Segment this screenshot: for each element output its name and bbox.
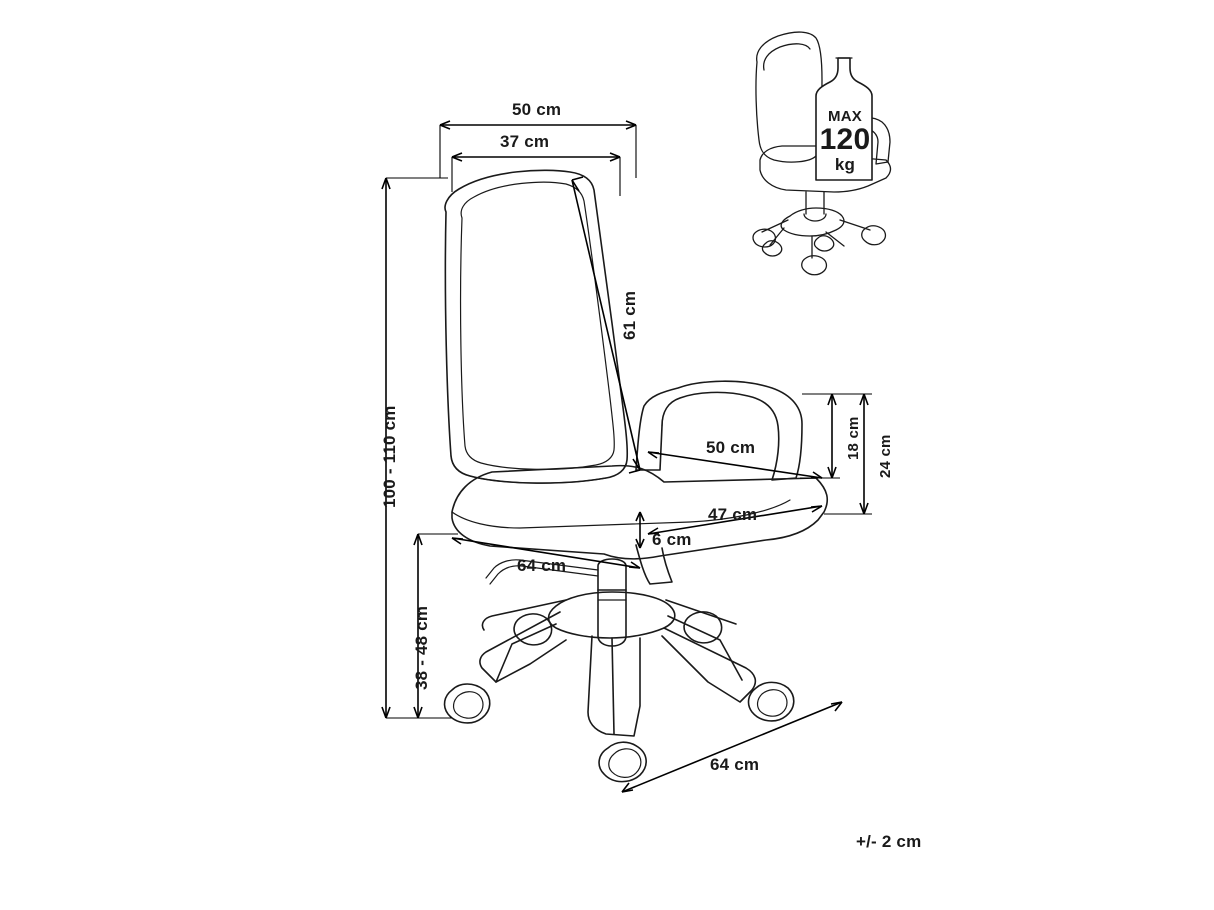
dim-base-depth [622,702,842,792]
dim-label-seat-width: 47 cm [708,505,758,524]
max-load-prefix: MAX [828,108,862,125]
dim-label-armrest-height-outer: 24 cm [877,434,894,478]
dim-label-seat-thickness: 6 cm [652,530,692,549]
caster [445,684,490,723]
dim-label-base-width: 64 cm [517,556,567,575]
max-load-unit: kg [834,155,856,174]
tolerance-label: +/- 2 cm [856,832,922,851]
max-load-block [818,108,872,174]
dim-backrest-width-inner [452,153,620,196]
dim-label-backrest-width-inner: 37 cm [500,132,550,151]
caster [599,742,646,781]
dim-armrest-height [800,394,840,478]
backrest-shape [445,170,627,483]
dim-label-seat-height: 38 - 48 cm [412,605,431,690]
caster [749,682,794,721]
dim-label-seat-depth: 50 cm [706,438,756,457]
dim-label-armrest-height: 18 cm [845,416,862,460]
caster [684,612,722,643]
dim-seat-thickness [636,512,644,548]
dim-label-total-height: 100 - 110 cm [380,405,399,508]
armrest-shape [636,381,802,480]
dim-label-backrest-width-outer: 50 cm [512,100,562,119]
max-load-value: 120 [819,123,871,156]
dim-label-base-depth: 64 cm [710,755,760,774]
chair-base [445,592,794,782]
dim-label-backrest-height: 61 cm [620,290,639,340]
